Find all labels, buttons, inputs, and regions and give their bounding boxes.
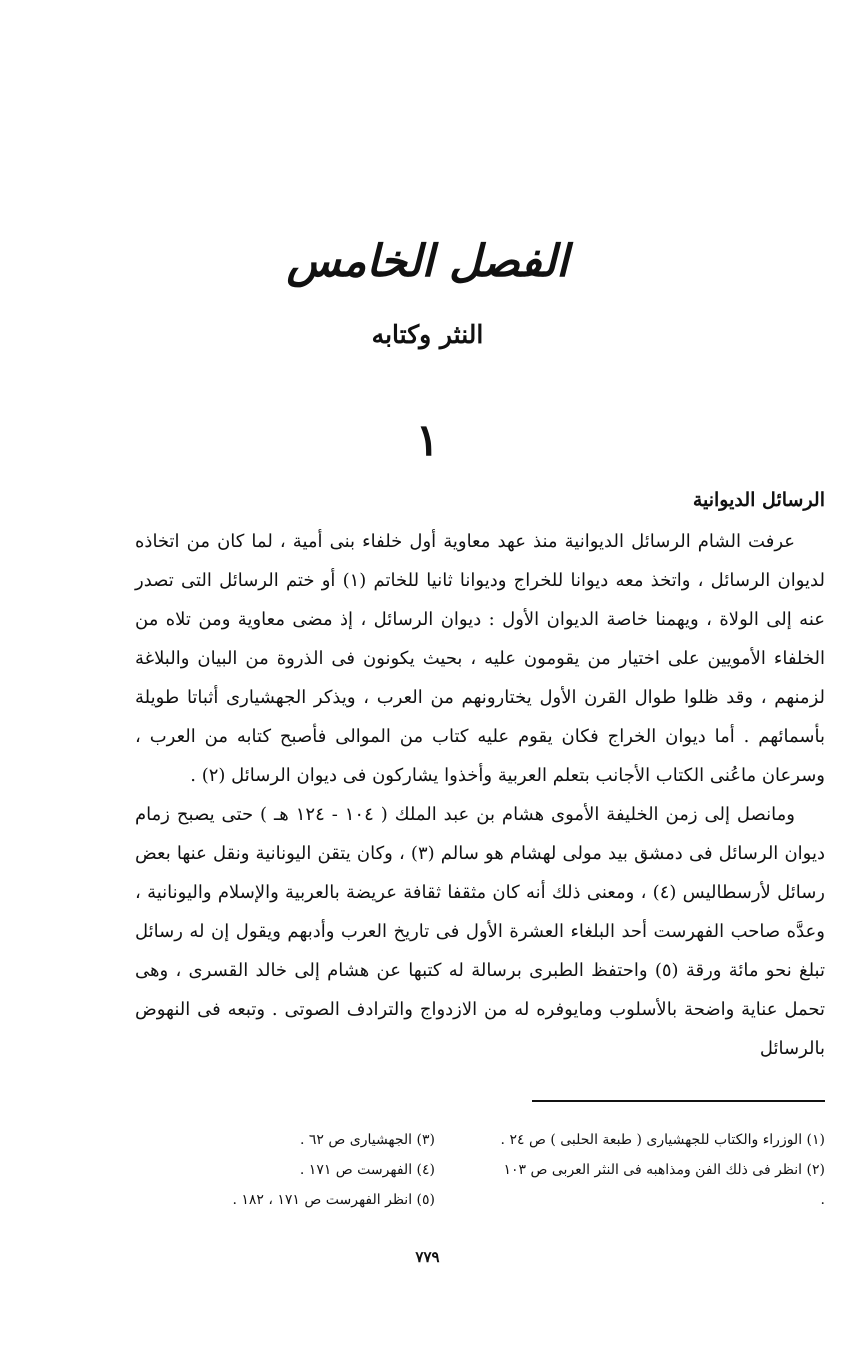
body-text [135,522,825,1068]
page-number: ٧٧٩ [415,1248,440,1266]
footnote-1: (١) الوزراء والكتاب للجهشيارى ( طبعة الحلبى ) ص ٢٤ . [500,1132,825,1148]
footnote-2: (٢) انظر فى ذلك الفن ومذاهبه فى النثر العربى ص ١٠٣ . [503,1162,825,1208]
footnote-5: (٥) انظر الفهرست ص ١٧١ ، ١٨٢ . [232,1192,435,1208]
footnote-divider [532,1100,825,1102]
footnote-3: (٣) الجهشيارى ص ٦٢ . [299,1132,435,1148]
section-number: ١ [415,415,440,466]
section-heading: الرسائل الديوانية [692,489,825,511]
footnotes-left-column [165,1125,435,1215]
chapter-subtitle: النثر وكتابه [371,320,484,349]
paragraph-2: ومانصل إلى زمن الخليفة الأموى هشام بن عبد الملك ( ١٠٤ - ١٢٤ هـ ) حتى يصبح زمام ديوان الرسائل فى دمشق بيد مولى لهشام هو سالم (٣) ، وكان يتقن اليونانية ونقل عنها بعض رسائل لأرسطاليس (٤) ، ومعنى ذلك أنه كان مثقفا ثقافة عريضة بالعربية والإسلام واليونانية ، وعدَّه صاحب الفهرست أحد البلغاء العشرة الأول فى تاريخ العرب وأدبهم ويقول إن له رسائل تبلغ نحو مائة ورقة (٥) واحتفظ الطبرى برسالة له كتبها عن هشام إلى خالد القسرى ، وهى تحمل عناية واضحة بالأسلوب ومايوفره له من الازدواج والترادف الصوتى . وتبعه فى النهوض بالرسائل [135,804,825,1059]
paragraph-1: عرفت الشام الرسائل الديوانية منذ عهد معاوية أول خلفاء بنى أمية ، لما كان من اتخاذه لديوان الرسائل ، واتخذ معه ديوانا للخراج وديوانا ثانيا للخاتم (١) أو ختم الرسائل التى تصدر عنه إلى الولاة ، ويهمنا خاصة الديوان الأول : ديوان الرسائل ، إذ مضى معاوية ومن تلاه من الخلفاء الأمويين على اختيار من يقومون عليه ، بحيث يكونون فى الذروة من البيان والبلاغة لزمنهم ، وقد ظلوا طوال القرن الأول يختارونهم من العرب ، ويذكر الجهشيارى أثباتا طويلة بأسمائهم . أما ديوان الخراج فكان يقوم عليه كتاب من الموالى فأصبح كتابه من العرب ، وسرعان ماعُنى الكتاب الأجانب بتعلم العربية وأخذوا يشاركون فى ديوان الرسائل (٢) . [135,531,825,786]
chapter-title: الفصل الخامس [286,236,569,287]
footnotes-right-column [495,1125,825,1215]
footnote-4: (٤) الفهرست ص ١٧١ . [299,1162,435,1178]
